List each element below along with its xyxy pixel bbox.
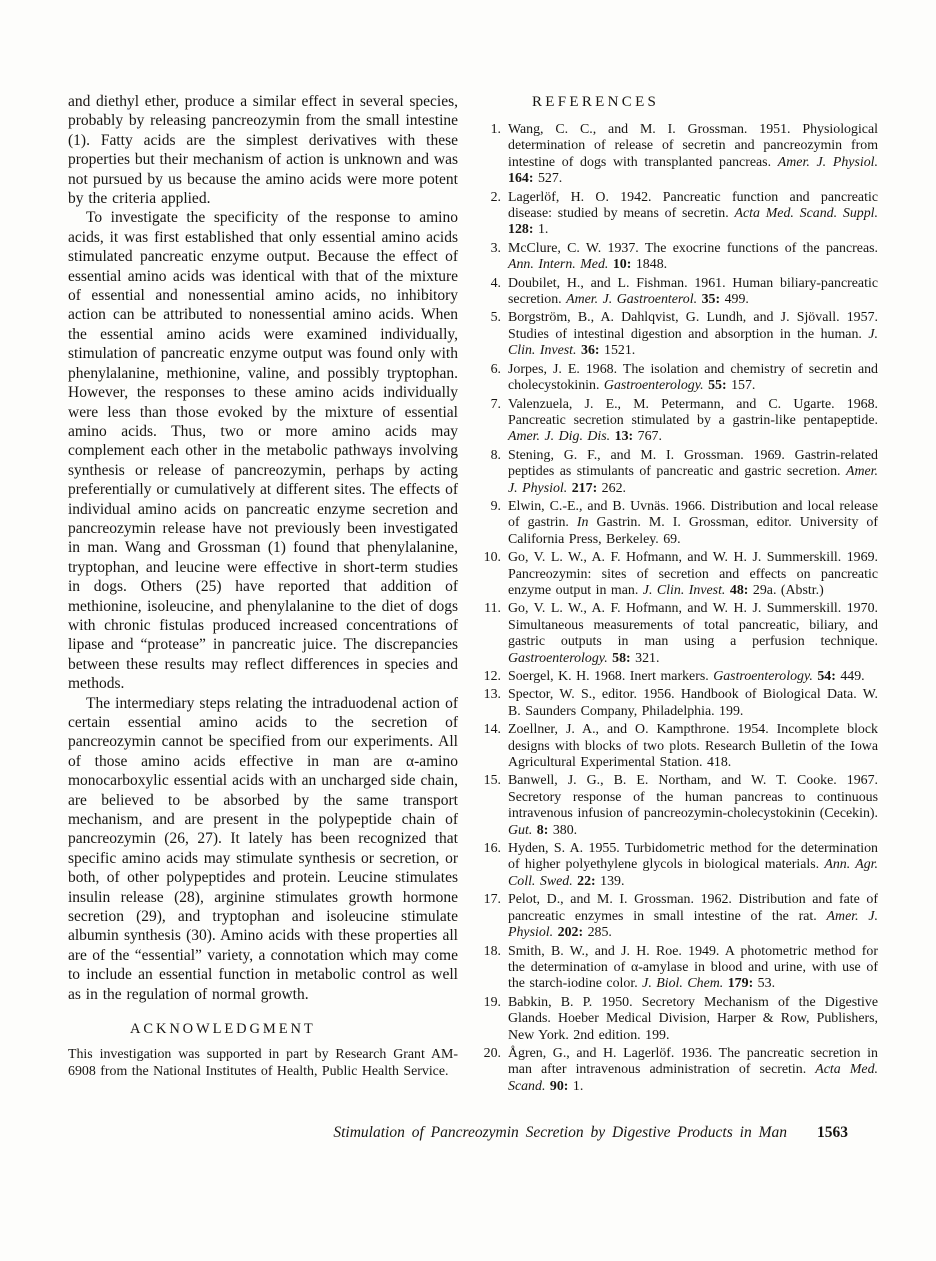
reference-number: 18. bbox=[483, 943, 501, 959]
reference-text: Banwell, J. G., B. E. Northam, and W. T. Cooke. 1967. Secretory response of the human pancreas to continuous intravenous infusion of pancreozymin-cholecystokinin (Cecekin). Gut. 8: 380. bbox=[508, 773, 878, 838]
right-column bbox=[478, 92, 878, 1097]
references-heading: REFERENCES bbox=[532, 94, 660, 110]
body-paragraph: and diethyl ether, produce a similar effect in several species, probably by releasing pancreozymin from the small intestine (1). Fatty acids are the simplest derivatives with these properties but their mechanism of action is unknown and was not pursued by us because the amino acids were more potent by the criteria applied. bbox=[68, 93, 458, 208]
acknowledgment-heading: ACKNOWLEDGMENT bbox=[130, 1021, 316, 1038]
reference-text: Jorpes, J. E. 1968. The isolation and chemistry of secretin and cholecystokinin. Gastroenterology. 55: 157. bbox=[508, 361, 878, 394]
reference-item bbox=[478, 276, 878, 309]
reference-item bbox=[478, 995, 878, 1044]
reference-number: 3. bbox=[490, 240, 501, 256]
acknowledgment-text: This investigation was supported in part by Research Grant AM-6908 from the National Institutes of Health, Public Health Service. bbox=[68, 1047, 458, 1079]
reference-item bbox=[478, 841, 878, 890]
reference-item bbox=[478, 448, 878, 497]
reference-text: Ågren, G., and H. Lagerlöf. 1936. The pancreatic secretion in man after intravenous administration of secretin. Acta Med. Scand. 90: 1. bbox=[508, 1045, 878, 1094]
reference-item bbox=[478, 892, 878, 941]
reference-text: McClure, C. W. 1937. The exocrine functions of the pancreas. Ann. Intern. Med. 10: 1848. bbox=[508, 240, 878, 273]
reference-text: Go, V. L. W., A. F. Hofmann, and W. H. J. Summerskill. 1969. Pancreozymin: sites of secretion and effects on pancreatic enzyme output in man. J. Clin. Invest. 48: 29a. (Abstr.) bbox=[508, 550, 878, 598]
reference-text: Soergel, K. H. 1968. Inert markers. Gastroenterology. 54: 449. bbox=[508, 669, 865, 684]
body-paragraphs bbox=[68, 92, 458, 1004]
running-title: Stimulation of Pancreozymin Secretion by Digestive Products in Man bbox=[333, 1124, 787, 1141]
reference-item bbox=[478, 362, 878, 395]
reference-text: Lagerlöf, H. O. 1942. Pancreatic function and pancreatic disease: studied by means of secretin. Acta Med. Scand. Suppl. 128: 1. bbox=[508, 189, 879, 238]
reference-number: 9. bbox=[490, 498, 501, 514]
reference-text: Spector, W. S., editor. 1956. Handbook of Biological Data. W. B. Saunders Company, Philadelphia. 199. bbox=[508, 687, 878, 719]
reference-number: 2. bbox=[490, 189, 501, 205]
reference-text: Wang, C. C., and M. I. Grossman. 1951. Physiological determination of release of secretin and pancreozymin from intestine of dogs with transplanted pancreas. Amer. J. Physiol. 164: 527. bbox=[508, 122, 878, 187]
reference-text: Stening, G. F., and M. I. Grossman. 1969. Gastrin-related peptides as stimulants of pancreatic and gastric secretion. Amer. J. Physiol. 217: 262. bbox=[508, 447, 878, 496]
reference-number: 15. bbox=[483, 773, 501, 789]
reference-text: Go, V. L. W., A. F. Hofmann, and W. H. J. Summerskill. 1970. Simultaneous measurements of total pancreatic, biliary, and gastric outputs in man using a perfusion technique. Gastroenterology. 58: 321. bbox=[508, 601, 878, 666]
reference-text: Elwin, C.-E., and B. Uvnäs. 1966. Distribution and local release of gastrin. In Gastrin. M. I. Grossman, editor. University of California Press, Berkeley. 69. bbox=[508, 498, 879, 547]
reference-number: 1. bbox=[490, 122, 501, 137]
body-paragraph: The intermediary steps relating the intraduodenal action of certain essential amino acids to the secretion of pancreozymin cannot be specified from our experiments. All of those amino acids effective in man are α-amino monocarboxylic essential acids with an uncharged side chain, are believed to be absorbed by the same transport mechanism, and are present in the polypeptide chain of pancreozymin (26, 27). It lately has been recognized that specific amino acids may stimulate synthesis or secretion, or both, of other polypeptides and protein. Leucine stimulates insulin release (28), arginine stimulates growth hormone secretion (29), and tryptophan and isoleucine stimulate albumin synthesis (30). Amino acids with these properties all are of the “essential” variety, a connotation which may come to include an essential function in metabolic control as well as in the regulation of normal growth. bbox=[68, 694, 458, 1003]
reference-item bbox=[478, 669, 878, 685]
reference-number: 10. bbox=[483, 550, 501, 566]
reference-number: 12. bbox=[483, 669, 501, 684]
reference-item bbox=[478, 944, 878, 993]
reference-item bbox=[478, 773, 878, 839]
reference-number: 13. bbox=[483, 687, 501, 703]
reference-number: 14. bbox=[483, 722, 501, 738]
reference-number: 17. bbox=[483, 892, 501, 908]
reference-item bbox=[478, 1046, 878, 1095]
reference-item bbox=[478, 722, 878, 771]
reference-number: 7. bbox=[490, 396, 501, 412]
reference-text: Babkin, B. P. 1950. Secretory Mechanism of the Digestive Glands. Hoeber Medical Division, Harper & Row, Publishers, New York. 2nd edition. 199. bbox=[508, 994, 878, 1043]
reference-text: Doubilet, H., and L. Fishman. 1961. Human biliary-pancreatic secretion. Amer. J. Gastroenterol. 35: 499. bbox=[508, 275, 878, 308]
reference-number: 20. bbox=[483, 1045, 501, 1061]
reference-number: 4. bbox=[490, 275, 501, 291]
reference-text: Borgström, B., A. Dahlqvist, G. Lundh, and J. Sjövall. 1957. Studies of intestinal digestion and absorption in the human. J. Clin. Invest. 36: 1521. bbox=[508, 310, 878, 359]
reference-number: 11. bbox=[484, 601, 501, 617]
reference-item bbox=[478, 397, 878, 446]
reference-item bbox=[478, 499, 878, 548]
left-column bbox=[68, 92, 458, 1097]
reference-number: 19. bbox=[483, 994, 501, 1010]
reference-item bbox=[478, 190, 878, 239]
page-footer bbox=[0, 1124, 848, 1142]
reference-item bbox=[478, 687, 878, 720]
page-content bbox=[68, 92, 878, 1097]
reference-list bbox=[478, 122, 878, 1095]
reference-text: Valenzuela, J. E., M. Petermann, and C. Ugarte. 1968. Pancreatic secretion stimulated by a gastrin-like pentapeptide. Amer. J. Dig. Dis. 13: 767. bbox=[508, 396, 878, 445]
reference-text: Pelot, D., and M. I. Grossman. 1962. Distribution and fate of pancreatic enzymes in small intestine of the rat. Amer. J. Physiol. 202: 285. bbox=[508, 892, 878, 941]
reference-item bbox=[478, 550, 878, 599]
reference-number: 16. bbox=[483, 841, 501, 857]
reference-text: Hyden, S. A. 1955. Turbidometric method for the determination of higher polyethylene glycols in biological materials. Ann. Agr. Coll. Swed. 22: 139. bbox=[508, 841, 878, 889]
reference-number: 8. bbox=[490, 447, 501, 463]
page-number: 1563 bbox=[817, 1124, 848, 1141]
reference-item bbox=[478, 241, 878, 274]
reference-text: Smith, B. W., and J. H. Roe. 1949. A photometric method for the determination of α-amylase in blood and urine, with use of the starch-iodine color. J. Biol. Chem. 179: 53. bbox=[508, 943, 878, 992]
body-paragraph: To investigate the specificity of the response to amino acids, it was first established that only essential amino acids stimulated pancreatic enzyme output. Because the effect of essential amino acids was identical with that of the mixture of essential and nonessential amino acids, no inhibitory action can be attributed to nonessential amino acids. When the essential amino acids were examined individually, stimulation of pancreatic enzyme output was found only with phenylalanine, methionine, valine, and possibly tryptophan. However, the responses to these amino acids individually were less than those evoked by the mixture of essential amino acids. Thus, two or more amino acids may complement each other in the metabolic pathways involving synthesis or release of pancreozymin, perhaps by acting preferentially or cumulatively at different sites. The effects of individual amino acids on pancreatic enzyme secretion and pancreozymin release have not previously been investigated in man. Wang and Grossman (1) found that phenylalanine, tryptophan, and leucine were effective in short-term studies in dogs. Others (25) have reported that addition of methionine, isoleucine, and phenylalanine to the diet of dogs with chronic fistulas produced increased concentrations of lipase and “protease” in pancreatic juice. The discrepancies between these results may reflect differences in species and methods. bbox=[68, 209, 458, 693]
reference-number: 6. bbox=[490, 361, 501, 377]
reference-item bbox=[478, 122, 878, 188]
reference-text: Zoellner, J. A., and O. Kampthrone. 1954. Incomplete block designs with blocks of two plots. Research Bulletin of the Iowa Agricultural Experimental Station. 418. bbox=[508, 722, 878, 771]
reference-item bbox=[478, 310, 878, 359]
reference-number: 5. bbox=[490, 310, 501, 326]
reference-item bbox=[478, 601, 878, 667]
